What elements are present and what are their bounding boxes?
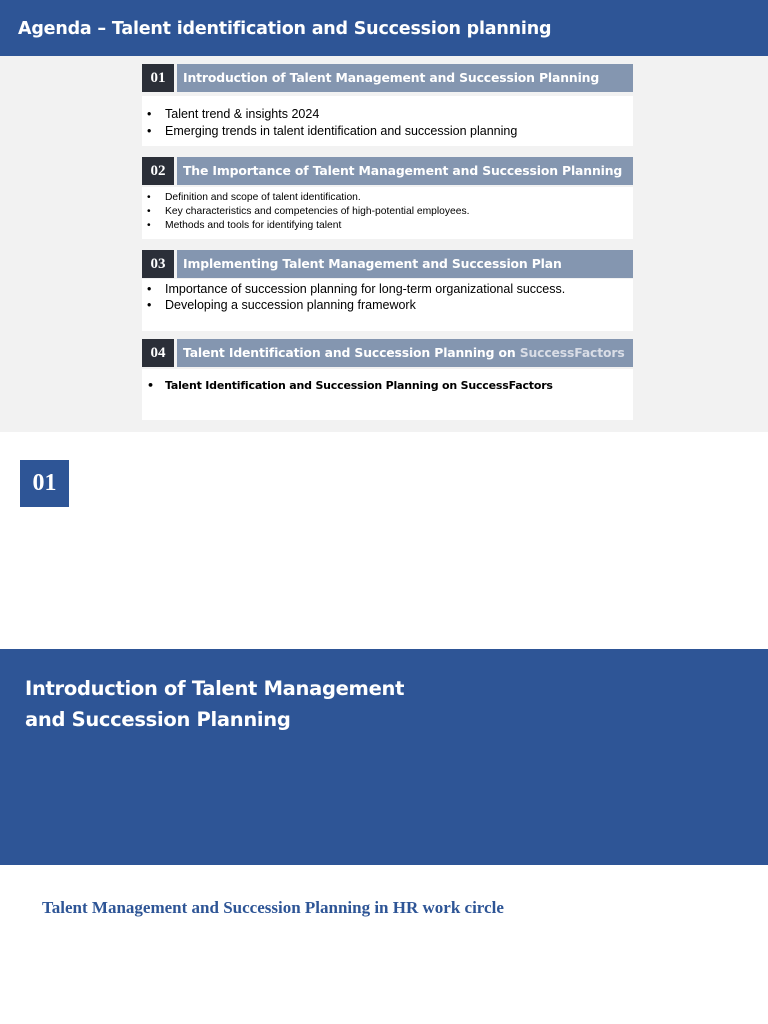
agenda-title-bar (0, 0, 768, 56)
successfactors-highlight: SuccessFactors (519, 345, 625, 360)
content-slide-title: Talent Management and Succession Planning in HR work circle (42, 898, 504, 917)
section-title-band (0, 649, 768, 865)
bullet-item: • Developing a succession planning framework (147, 298, 416, 312)
section-header (142, 250, 633, 278)
section-title-bar (177, 250, 633, 278)
content-slide (0, 865, 768, 1024)
bullet-item: • Emerging trends in talent identification and succession planning (147, 124, 518, 138)
section-header (142, 157, 633, 185)
section-number: 02 (142, 157, 174, 185)
section-number: 03 (142, 250, 174, 278)
section-title: Implementing Talent Management and Succession Plan (183, 256, 562, 271)
section-body (142, 279, 633, 331)
section-header (142, 64, 633, 92)
section-title-bar (177, 157, 633, 185)
section-number: 01 (142, 64, 174, 92)
section-title-bar (177, 64, 633, 92)
section-title: Introduction of Talent Management and Succession Planning (183, 70, 600, 85)
agenda-slide (0, 0, 768, 432)
section-title: Introduction of Talent Management and Succession Planning (25, 677, 405, 731)
section-title-bar (177, 339, 633, 367)
bullet-item: • Methods and tools for identifying talent (147, 220, 342, 231)
section-title: Talent Identification and Succession Planning on SuccessFactors (183, 345, 625, 360)
section-body (142, 96, 633, 146)
bullet-item: • Talent trend & insights 2024 (147, 107, 320, 121)
section-body (142, 187, 633, 239)
section-body (142, 369, 633, 420)
section-number-badge: 01 (20, 460, 69, 507)
agenda-title: Agenda – Talent identification and Succession planning (18, 19, 552, 39)
bullet-item: • Key characteristics and competencies of high-potential employees. (147, 206, 470, 217)
section-number: 04 (142, 339, 174, 367)
bullet-item: • Talent Identification and Succession Planning on SuccessFactors (147, 379, 553, 392)
section-header (142, 339, 633, 367)
section-title: The Importance of Talent Management and Succession Planning (183, 163, 623, 178)
bullet-item: • Definition and scope of talent identification. (147, 192, 361, 203)
section-divider-slide (0, 432, 768, 865)
bullet-item: • Importance of succession planning for long-term organizational success. (147, 282, 566, 296)
